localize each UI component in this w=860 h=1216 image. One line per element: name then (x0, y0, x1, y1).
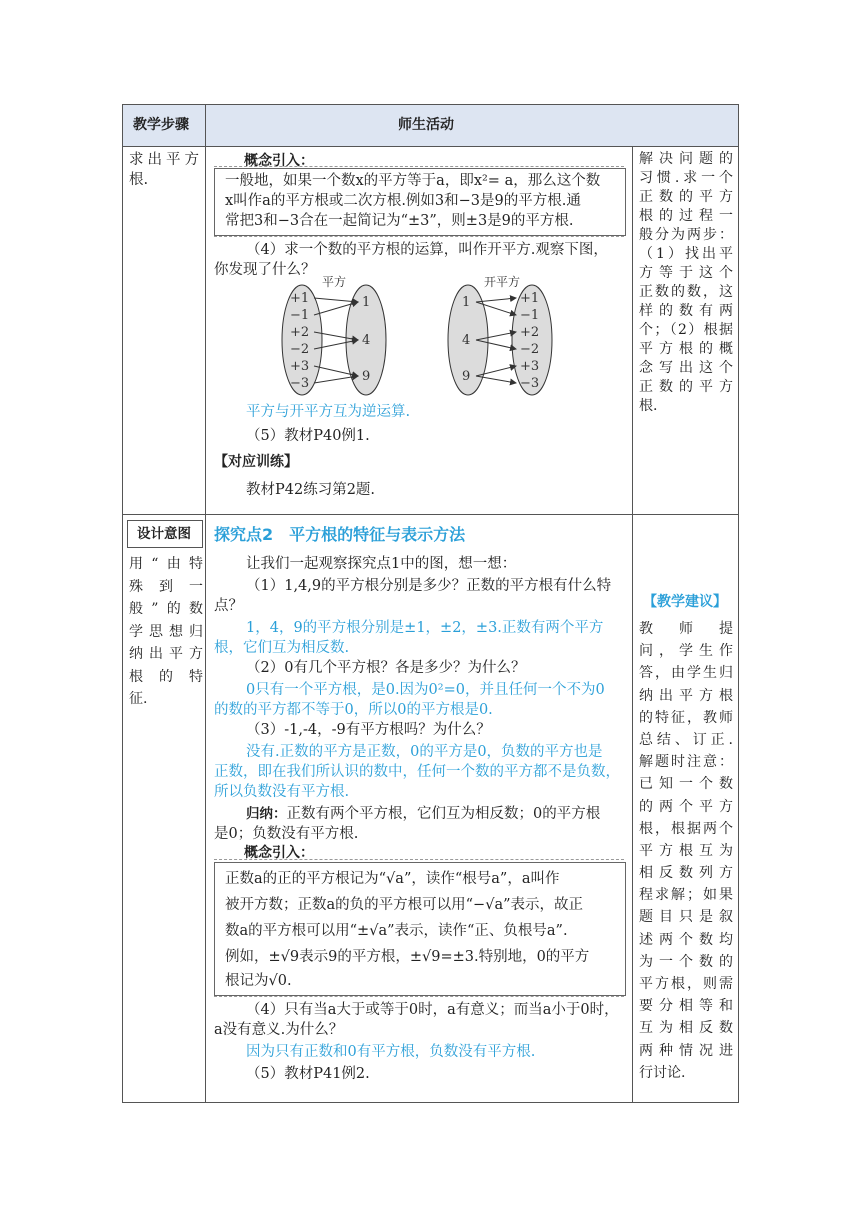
concept-box-1-line: 一般地，如果一个数x的平方等于a，即x²= a，那么这个数 (225, 173, 601, 189)
diagram-right-result: −1 (520, 308, 540, 323)
design-intent-box (127, 520, 203, 548)
diagram-arrow (314, 376, 358, 383)
r2right-line: 述两个数均 (639, 931, 733, 948)
diagram-left-item: −2 (290, 342, 310, 357)
diagram-left-item: −3 (290, 376, 310, 391)
r2left-line: 殊到一 (129, 578, 203, 595)
p5-example: （5）教材P40例1. (246, 428, 370, 444)
section-title: 探究点2 平方根的特征与表示方法 (214, 525, 466, 544)
row1-left-line: 求出平方 (129, 152, 203, 168)
summary-line1 (246, 804, 600, 824)
concept-divider-1 (214, 166, 624, 167)
q4-line1: （4）只有当a大于或等于0时，a有意义；而当a小于0时， (246, 1002, 619, 1018)
square-root-diagram (270, 272, 560, 402)
diagram-left-result: 1 (362, 295, 371, 310)
diagram-right-title: 开平方 (484, 275, 521, 289)
r2right-line: 已知一个数 (639, 776, 733, 793)
row1-left-line: 根. (129, 172, 149, 188)
r2right-line: 题目只是叙 (639, 909, 733, 926)
row1-right-text (639, 150, 733, 416)
r1right-line: 样的数有两 (639, 303, 733, 319)
r1right-line: 解决问题的 (639, 151, 733, 167)
diagram-left-item: −1 (290, 308, 310, 323)
r2right-line: 纳出平方根 (639, 687, 733, 704)
diagram-right-item: 9 (462, 369, 471, 384)
row2-right-text (639, 618, 733, 1084)
concept-box-1-line: 常把3和−3合在一起简记为“±3”，则±3是9的平方根. (225, 213, 574, 229)
design-intent-title: 设计意图 (137, 526, 191, 542)
answer-inverse: 平方与开平方互为逆运算. (246, 404, 411, 420)
r2right-line: 的两个平方 (639, 798, 733, 815)
r1right-line: 习惯.求一个 (639, 170, 733, 186)
a2-line1: 0只有一个平方根，是0.因为0²=0，并且任何一个不为0 (246, 682, 605, 698)
r1right-line: 正数的平方 (639, 189, 733, 205)
r1right-line: 念写出这个 (639, 360, 733, 376)
table-border-left (122, 104, 123, 1103)
concept-box-2-line: 被开方数；正数a的负的平方根可以用“−√a”表示，故正 (225, 897, 584, 913)
r2right-line: 总结、订正. (639, 731, 733, 748)
r1right-line: 正数的数，这 (639, 284, 733, 300)
r1right-line: 个；（2）根据 (639, 322, 733, 338)
concept-box-1-line: x叫作a的平方根或二次方根.例如3和−3是9的平方根.通 (225, 193, 581, 209)
r2right-line: 相反数列方 (639, 865, 733, 882)
r2left-line: 纳出平方 (129, 646, 203, 662)
r2right-line: 互为相反数 (639, 1020, 733, 1037)
header-activities: 师生活动 (398, 117, 454, 133)
r2right-line: 平方根，则需 (639, 976, 733, 992)
concept-box-2 (214, 862, 626, 996)
table-border-middle (122, 514, 739, 515)
diagram-left-item: +1 (290, 291, 310, 306)
concept-divider-1b (214, 236, 624, 237)
diagram-right-item: 4 (462, 333, 471, 348)
table-border-col1 (205, 104, 206, 1103)
r2right-line: 要分相等和 (639, 998, 733, 1015)
diagram-right-result: +3 (520, 359, 540, 374)
diagram-left-result: 9 (362, 369, 371, 384)
r1right-line: （1）找出平 (639, 246, 733, 262)
r1right-line: 根. (639, 398, 658, 414)
r2right-line: 问，学生作 (639, 643, 733, 660)
teaching-suggestion-title: 【教学建议】 (643, 594, 727, 610)
r2left-line: 用“由特 (129, 556, 203, 572)
r2right-line: 教师提 (639, 621, 733, 637)
q5-example: （5）教材P41例2. (246, 1066, 370, 1082)
concept-box-2-line: 正数a的正的平方根记为“√a”，读作“根号a”，a叫作 (225, 871, 560, 887)
r2left-line: 学思想归 (129, 623, 203, 640)
diagram-left-item: +3 (290, 359, 310, 374)
diagram-right-result: +1 (520, 291, 540, 306)
a4: 因为只有正数和0有平方根，负数没有平方根. (246, 1044, 536, 1060)
concept-box-2-line: 数a的平方根可以用“±√a”表示，读作“正、负根号a”. (225, 923, 568, 939)
a3-line1: 没有.正数的平方是正数，0的平方是0，负数的平方也是 (246, 744, 603, 760)
a3-line3: 所以负数没有平方根. (214, 784, 350, 800)
table-border-bottom (122, 1102, 739, 1103)
r2left-line: 征. (129, 691, 148, 707)
diagram-arrow (314, 298, 358, 302)
diagram-right-result: −3 (520, 376, 540, 391)
p4-line2: 你发现了什么？ (214, 262, 316, 278)
row2-left-text (129, 553, 203, 711)
diagram-right-result: −2 (520, 342, 540, 357)
q1-line1: （1）1,4,9的平方根分别是多少？正数的平方根有什么特 (246, 578, 612, 594)
intro: 让我们一起观察探究点1中的图，想一想： (246, 556, 517, 572)
r2right-line: 行讨论. (639, 1064, 686, 1081)
summary-label: 归纳： (246, 806, 287, 822)
concept-box-2-line: 例如，±√9表示9的平方根，±√9=±3.特别地，0的平方 (225, 949, 590, 965)
diagram-left-item: +2 (290, 325, 310, 340)
r2right-line: 为一个数的 (639, 953, 733, 970)
table-border-right (738, 104, 739, 1103)
diagram-right-result: +2 (520, 325, 540, 340)
q1-line2: 点？ (214, 598, 243, 614)
diagram-left-result: 4 (362, 333, 371, 348)
r1right-line: 般分为两步： (639, 227, 733, 243)
a1-line1: 1，4，9的平方根分别是±1，±2，±3.正数有两个平方 (246, 620, 604, 636)
r1right-line: 平方根的概 (639, 341, 733, 357)
diagram-right-item: 1 (462, 295, 471, 310)
header-steps: 教学步骤 (133, 117, 189, 133)
concept-divider-2b (214, 996, 624, 997)
r2right-line: 两种情况进 (639, 1042, 733, 1059)
r2right-line: 程求解；如果 (639, 887, 733, 904)
r2right-line: 答，由学生归 (639, 665, 733, 682)
concept-box-2-line: 根记为√0. (225, 973, 292, 989)
r2right-line: 解题时注意： (639, 754, 733, 771)
table-border-header (122, 146, 739, 147)
concept-title-1: 概念引入： (244, 153, 314, 169)
a1-line2: 根，它们互为相反数. (214, 640, 350, 656)
concept-box-1 (214, 168, 626, 236)
a2-line2: 的数的平方都不等于0，所以0的平方根是0. (214, 702, 493, 718)
p4-line1: （4）求一个数的平方根的运算，叫作开平方.观察下图， (246, 242, 608, 258)
r2right-line: 的特征，教师 (639, 709, 733, 726)
table-border-col2 (632, 146, 633, 1103)
r1right-line: 正数的平方 (639, 379, 733, 395)
r1right-line: 方等于这个 (639, 265, 733, 281)
row1-left-text (129, 150, 201, 190)
a3-line2: 正数，即在我们所认识的数中，任何一个数的平方都不是负数， (214, 764, 620, 780)
q4-line2: a没有意义.为什么？ (214, 1022, 344, 1038)
concept-divider-2 (214, 859, 624, 860)
r2left-line: 般”的数 (129, 601, 203, 617)
q2: （2）0有几个平方根？各是多少？为什么？ (246, 660, 526, 676)
r2right-line: 平方根互为 (639, 842, 733, 859)
summary-line2: 是0；负数没有平方根. (214, 826, 359, 842)
q3: （3）-1,-4，-9有平方根吗？为什么？ (246, 722, 491, 738)
training-title: 【对应训练】 (214, 454, 298, 470)
r2left-line: 根的特 (129, 668, 203, 685)
summary-text: 正数有两个平方根，它们互为相反数；0的平方根 (286, 806, 601, 822)
r1right-line: 根的过程一 (639, 208, 733, 224)
r2right-line: 根，根据两个 (639, 820, 733, 837)
diagram-left-title: 平方 (322, 275, 347, 289)
training-text: 教材P42练习第2题. (246, 482, 376, 498)
table-border-top (122, 104, 739, 105)
concept-title-2: 概念引入： (244, 845, 314, 861)
